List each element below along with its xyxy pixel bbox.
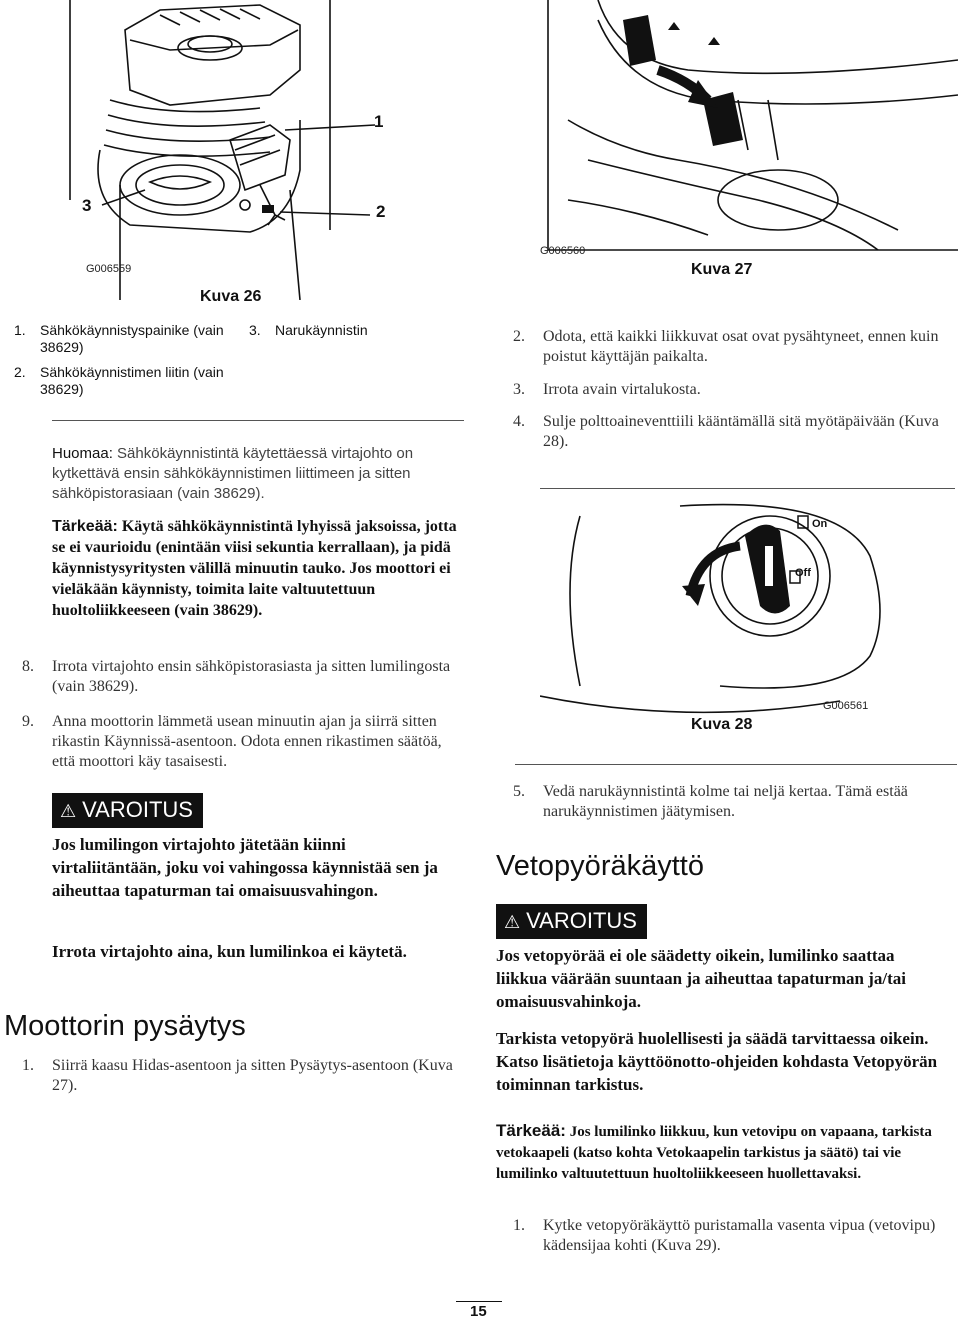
section-heading-drive: Vetopyöräkäyttö — [496, 850, 704, 882]
divider — [540, 488, 955, 489]
figure-26-legend-item-3 — [249, 322, 449, 339]
throttle-illustration — [538, 0, 958, 262]
step-number: 2. — [513, 328, 525, 345]
divider — [515, 764, 957, 765]
step-number: 1. — [513, 1217, 525, 1234]
step-text: Kytke vetopyöräkäyttö puristamalla vasenta vipua (vetovipu) kädensijaa kohti (Kuva 29). — [543, 1217, 936, 1254]
legend-num: 1. — [14, 322, 26, 338]
page-number-rule — [456, 1301, 502, 1302]
warning-triangle-icon: ⚠ — [504, 912, 521, 932]
step-number: 8. — [22, 658, 34, 675]
step-text: Odota, että kaikki liikkuvat osat ovat pysähtyneet, ennen kuin poistut käyttäjän paikalta. — [543, 328, 939, 365]
important-text: Käytä sähkökäynnistintä lyhyissä jaksoissa, jotta se ei vaurioidu (enintään viisi sekuntia kerrallaan), ja pidä käynnistysyritysten välillä minuutin tauko. Jos moottori ei vieläkään käynnisty, toimita laite valtuutettuun huoltoliikkeeseen (vain 38629). — [52, 518, 457, 619]
step-8 — [22, 657, 462, 697]
warning-paragraph-2: Irrota virtajohto aina, kun lumilinkoa ei käytetä. — [52, 942, 407, 961]
callout-3: 3 — [82, 196, 92, 215]
figure-27-code: G006560 — [540, 245, 586, 257]
step-2 — [513, 327, 953, 367]
step-number: 9. — [22, 713, 34, 730]
step-9 — [22, 712, 462, 772]
figure-28-code: G006561 — [823, 700, 869, 712]
important-label: Tärkeää: — [52, 518, 118, 535]
warning-badge-label: VAROITUS — [82, 797, 193, 822]
warning-triangle-icon: ⚠ — [60, 801, 77, 821]
legend-text: Sähkökäynnistimen liitin (vain 38629) — [40, 364, 224, 397]
note-text: Sähkökäynnistintä käytettäessä virtajohto on kytkettävä ensin sähkökäynnistimen liittimeen ja sitten sähköpistorasiaan (vain 38629). — [52, 445, 414, 502]
figure-26-legend-item-1 — [14, 322, 244, 356]
figure-27 — [538, 0, 958, 262]
step-3 — [513, 380, 953, 400]
step-text: Vedä narukäynnistintä kolme tai neljä kertaa. Tämä estää narukäynnistimen jäätymisen. — [543, 783, 908, 820]
valve-label-off: Off — [795, 567, 811, 579]
figure-27-title: Kuva 27 — [691, 261, 753, 278]
step-number: 1. — [22, 1057, 34, 1074]
step-number: 5. — [513, 783, 525, 800]
drive-step-1 — [513, 1216, 953, 1256]
step-text: Irrota virtajohto ensin sähköpistorasiasta ja sitten lumilingosta (vain 38629). — [52, 658, 451, 695]
figure-28 — [540, 496, 960, 716]
drive-warning-paragraph-1: Jos vetopyörää ei ole säädetty oikein, lumilinko saattaa liikkua väärään suuntaan ja aiheuttaa tapaturman ja/tai omaisuusvahinkoja. — [496, 946, 906, 1011]
legend-num: 2. — [14, 364, 26, 380]
valve-label-on: On — [812, 518, 828, 530]
step-text: Irrota avain virtalukosta. — [543, 381, 701, 398]
callout-2: 2 — [376, 202, 386, 221]
important-text: Jos lumilinko liikkuu, kun vetovipu on vapaana, tarkista vetokaapeli (katso kohta Vetokaapelin tarkistus ja säätö) tai vie lumilinko valtuutettuun huoltoliikkeeseen huollettavaksi. — [496, 1124, 932, 1182]
step-text: Siirrä kaasu Hidas-asentoon ja sitten Pysäytys-asentoon (Kuva 27). — [52, 1057, 453, 1094]
important-label: Tärkeää: — [496, 1121, 566, 1140]
step-text: Anna moottorin lämmetä usean minuutin ajan ja siirrä sitten rikastin Käynnissä-asentoon. Odota ennen rikastimen säätöä, että moottori käy tasaisesti. — [52, 713, 442, 770]
page-number: 15 — [470, 1303, 487, 1320]
drive-warning-paragraph-2: Tarkista vetopyörä huolellisesti ja säädä tarvittaessa oikein. Katso lisätietoja käyttöönotto-ohjeiden kohdasta Vetopyörän toiminnan tarkistus. — [496, 1029, 938, 1094]
note-paragraph — [52, 444, 462, 504]
callout-1: 1 — [374, 112, 384, 131]
figure-code: G006559 — [86, 263, 132, 275]
drive-important-paragraph — [496, 1120, 956, 1185]
fuel-valve-illustration — [540, 496, 960, 716]
stop-step-1 — [22, 1056, 467, 1096]
note-label: Huomaa: — [52, 445, 113, 462]
warning-badge — [496, 904, 647, 939]
step-text: Sulje polttoaineventtiili kääntämällä sitä myötäpäivään (Kuva 28). — [543, 413, 939, 450]
legend-text: Sähkökäynnistyspainike (vain 38629) — [40, 322, 224, 355]
step-4 — [513, 412, 953, 452]
figure-28-title: Kuva 28 — [691, 716, 753, 733]
warning-badge-label: VAROITUS — [526, 908, 637, 933]
legend-num: 3. — [249, 322, 261, 338]
section-heading-stop: Moottorin pysäytys — [4, 1010, 246, 1042]
step-number: 3. — [513, 381, 525, 398]
figure-26-title: Kuva 26 — [200, 288, 262, 305]
step-number: 4. — [513, 413, 525, 430]
step-5 — [513, 782, 953, 822]
warning-badge — [52, 793, 203, 828]
figure-26 — [30, 0, 470, 300]
important-paragraph — [52, 516, 464, 621]
engine-illustration — [30, 0, 470, 300]
legend-text: Narukäynnistin — [275, 322, 368, 338]
warning-paragraph-1: Jos lumilingon virtajohto jätetään kiinni virtaliitäntään, joku voi vahingossa käynnistää sen ja aiheuttaa tapaturman tai omaisuusvahingon. — [52, 835, 438, 900]
figure-26-legend-item-2 — [14, 364, 244, 398]
divider — [52, 420, 464, 421]
